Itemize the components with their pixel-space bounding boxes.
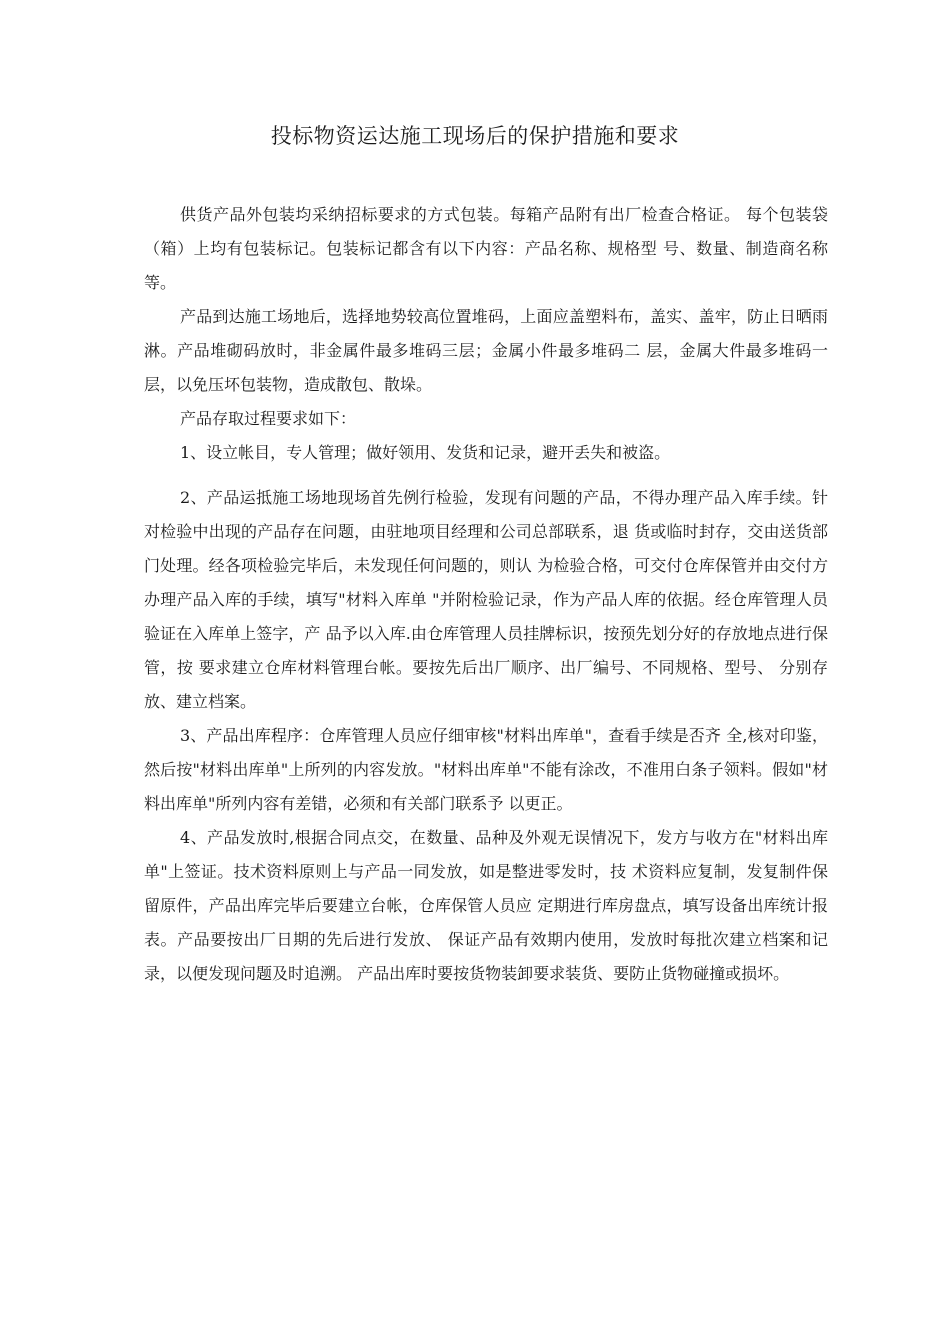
paragraph-item-4: 4、产品发放时,根据合同点交，在数量、品种及外观无误情况下，发方与收方在"材料出库单"上签证。技术资料原则上与产品一同发放，如是整进零发时，技 术资料应复制，发复制件保留原件，产品出库完毕后要建立台帐，仓库保管人员应 定期进行库房盘点，填写设备出库统计报表。产品要按出厂日期的先后进行发放、 保证产品有效期内使用，发放时每批次建立档案和记录，以便发现问题及时追溯。 产品出库时要按货物装卸要求装货、要防止货物碰撞或损坏。 <box>144 828 828 983</box>
document-title: 投标物资运达施工现场后的保护措施和要求 <box>270 124 680 148</box>
paragraph-item-3: 3、产品出库程序：仓库管理人员应仔细审核"材料出库单"，查看手续是否齐 全,核对印鉴，然后按"材料出库单"上所列的内容发放。"材料出库单"不能有涂改，不准用白条子领料。假如"材料出库单"所列内容有差错，必须和有关部门联系予 以更正。 <box>144 726 828 813</box>
paragraph-item-1: 1、设立帐目，专人管理；做好领用、发货和记录，避开丢失和被盗。 <box>180 443 671 462</box>
document-body <box>144 198 828 991</box>
paragraph-storage-intro: 产品存取过程要求如下： <box>180 409 357 428</box>
paragraph-packaging: 供货产品外包装均采纳招标要求的方式包装。每箱产品附有出厂检查合格证。 每个包装袋（箱）上均有包装标记。包装标记都含有以下内容：产品名称、规格型 号、数量、制造商名称等。 <box>144 205 828 292</box>
paragraph-stacking: 产品到达施工场地后，选择地势较高位置堆码，上面应盖塑料布，盖实、盖牢，防止日晒雨淋。产品堆砌码放时，非金属件最多堆码三层；金属小件最多堆码二 层，金属大件最多堆码一层，以免压坏包装物，造成散包、散垛。 <box>144 307 828 394</box>
paragraph-item-2: 2、产品运抵施工场地现场首先例行检验，发现有问题的产品，不得办理产品入库手续。针对检验中出现的产品存在问题，由驻地项目经理和公司总部联系，退 货或临时封存，交由送货部门处理。经各项检验完毕后，未发现任何问题的，则认 为检验合格，可交付仓库保管并由交付方办理产品入库的手续，填写"材料入库单 "并附检验记录，作为产品人库的依据。经仓库管理人员验证在入库单上签字，产 品予以入库.由仓库管理人员挂牌标识，按预先划分好的存放地点进行保管，按 要求建立仓库材料管理台帐。要按先后出厂顺序、出厂编号、不同规格、型号、 分别存放、建立档案。 <box>144 488 828 711</box>
